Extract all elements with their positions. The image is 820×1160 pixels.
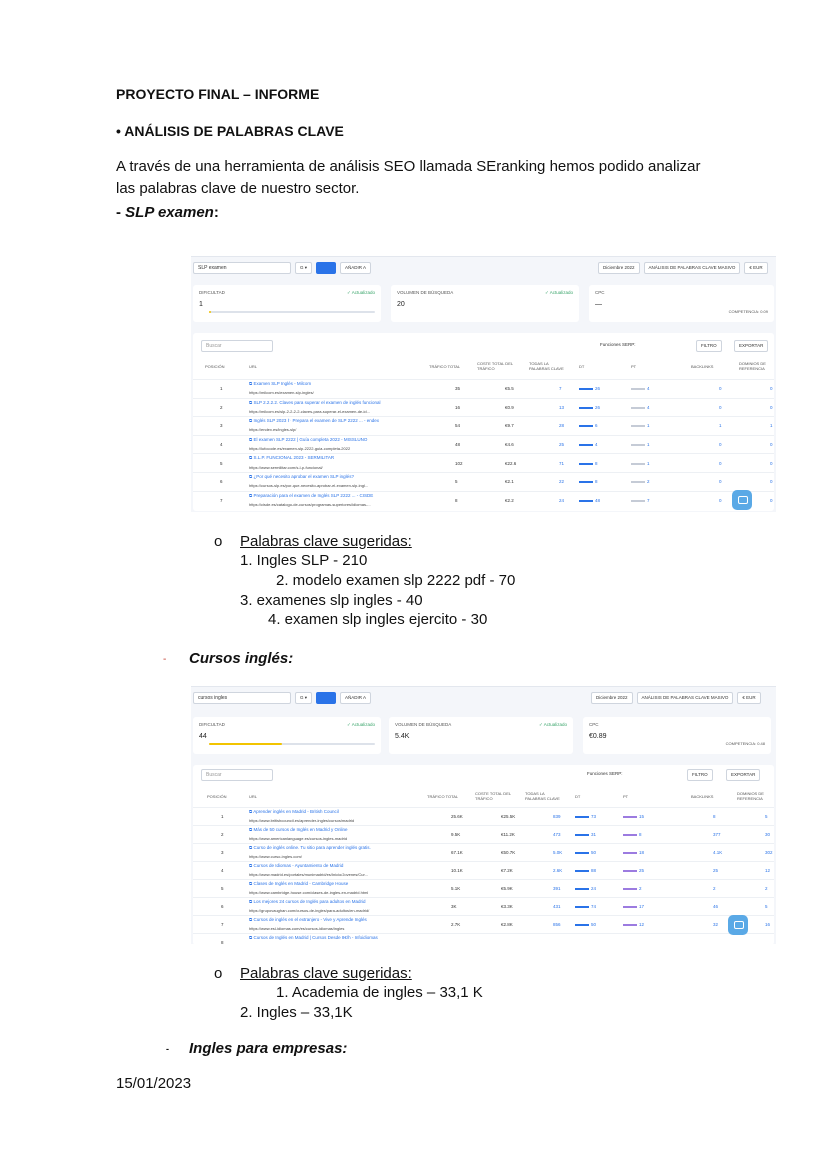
cell-traffic: 9.5K	[451, 832, 461, 837]
filter-button[interactable]: FILTRO	[696, 340, 722, 352]
cell-cost: €2.8K	[501, 922, 513, 927]
search-button-2[interactable]	[316, 692, 336, 704]
volume-value: 20	[397, 301, 405, 308]
cell-traffic: 10.1K	[451, 868, 463, 873]
cell-backlinks[interactable]: 46	[713, 904, 719, 909]
cell-keywords[interactable]: 25	[559, 442, 565, 448]
cell-dt: 26	[579, 386, 600, 391]
slp-heading: SLP examen	[125, 204, 214, 221]
section-heading: • ANÁLISIS DE PALABRAS CLAVE	[116, 123, 344, 139]
engine-select[interactable]: G ▾	[295, 262, 312, 274]
cell-position: 2	[220, 404, 223, 410]
cell-cost: €2.1	[505, 479, 514, 485]
slp-heading-line	[116, 203, 219, 223]
cell-keywords[interactable]: 856	[553, 922, 561, 927]
col-keywords[interactable]: TODAS LA PALABRAS CLAVE	[529, 361, 564, 371]
col-backlinks-2[interactable]: BACKLINKS	[691, 793, 714, 799]
cell-position: 1	[221, 814, 224, 819]
col-pt-2[interactable]: PT	[623, 793, 629, 799]
dt-bar	[575, 888, 589, 890]
dt-bar	[575, 924, 589, 926]
table-row	[193, 807, 774, 825]
cell-backlinks[interactable]: 2	[713, 886, 716, 891]
cell-ref-domains[interactable]: 1	[770, 423, 773, 429]
table-row	[193, 861, 774, 879]
col-traffic[interactable]: TRÁFICO TOTAL	[429, 363, 461, 369]
cell-backlinks[interactable]: 4.1K	[713, 850, 723, 855]
seranking-screenshot-cursos	[191, 686, 776, 944]
col-ref-domains[interactable]: DOMINIOS DE REFERENCIA	[739, 361, 766, 371]
cpc-value-2: €0.89	[589, 733, 607, 740]
bulk-analysis-button[interactable]: ANÁLISIS DE PALABRAS CLAVE MASIVO	[644, 262, 741, 274]
cell-traffic: 16	[455, 404, 461, 410]
dt-bar	[579, 500, 593, 502]
table-row	[193, 897, 774, 915]
difficulty-label-2: DIFICULTAD	[199, 722, 225, 727]
suggest1-item-2: 2. modelo examen slp 2222 pdf - 70	[276, 572, 516, 589]
footer-date: 15/01/2023	[116, 1075, 192, 1092]
cell-traffic: 35	[455, 386, 461, 392]
table-row	[193, 398, 774, 417]
cell-keywords[interactable]: 839	[553, 814, 561, 819]
cell-backlinks[interactable]: 0	[719, 460, 722, 466]
competition-value: COMPETENCIA: 0.09	[728, 309, 768, 314]
table-row	[193, 933, 774, 944]
pt-bar	[623, 924, 637, 926]
cell-cost: €25.5K	[501, 814, 516, 819]
keyword-input-2[interactable]: cursos ingles	[193, 692, 291, 704]
cell-position: 1	[220, 386, 223, 392]
pt-bar	[631, 481, 645, 483]
pt-bar	[623, 906, 637, 908]
cell-title-link[interactable]: ⧉ Aprender inglés en Madrid - British Council	[249, 809, 339, 814]
cell-backlinks[interactable]: 377	[713, 832, 721, 837]
volume-card	[391, 285, 579, 322]
volume-label: VOLUMEN DE BÚSQUEDA	[397, 290, 454, 295]
col-dt[interactable]: DT	[579, 363, 585, 369]
cell-dt: 31	[575, 832, 596, 837]
cell-ref-domains[interactable]: 0	[770, 479, 773, 485]
cell-dt: 50	[575, 922, 596, 927]
cell-traffic: 54	[455, 423, 461, 429]
slp-prefix: -	[116, 204, 126, 221]
dt-bar	[575, 906, 589, 908]
cell-ref-domains[interactable]: 0	[770, 404, 773, 410]
cell-title-link[interactable]: ⧉ Examen SLP Inglés - Milcom	[249, 381, 312, 386]
col-position[interactable]: POSICIÓN	[205, 363, 225, 369]
cell-backlinks[interactable]: 8	[713, 814, 716, 819]
dt-bar	[579, 481, 593, 483]
table-row	[193, 843, 774, 861]
intro-line-2: las palabras clave de nuestro sector.	[116, 180, 360, 197]
cell-ref-domains[interactable]: 12	[765, 868, 771, 873]
difficulty-card	[193, 285, 381, 322]
pt-bar	[623, 888, 637, 890]
cell-keywords[interactable]: 5.0K	[553, 850, 563, 855]
cell-url: https://www.esl-idiomas.com/es/cursos-idiomas/ingles	[249, 926, 345, 931]
cell-url: https://cursos-slp.es/por-que-necesito-aprobar-el-examen-slp-ingl...	[249, 483, 369, 489]
col-keywords-2[interactable]: TODAS LA PALABRAS CLAVE	[525, 791, 560, 801]
updated-status-4: ✓ Actualizado	[538, 722, 567, 727]
cell-cost: €3.3K	[501, 904, 513, 909]
slp-colon: :	[213, 204, 219, 221]
cell-keywords[interactable]: 391	[553, 886, 561, 891]
cell-cost: €22.6	[505, 460, 517, 466]
suggest1-heading: Palabras clave sugeridas:	[240, 533, 412, 550]
updated-status-2: ✓ Actualizado	[544, 290, 573, 295]
cell-position: 7	[221, 922, 224, 927]
difficulty-value: 1	[199, 301, 203, 308]
cell-traffic: 2.7K	[451, 922, 461, 927]
cell-cost: €5.5	[505, 386, 514, 392]
competition-value-2: COMPETENCIA: 0.48	[725, 741, 765, 746]
cell-traffic: 102	[455, 460, 463, 466]
cell-pt: 12	[623, 922, 644, 927]
currency-select[interactable]: € EUR	[744, 262, 767, 274]
cpc-label: CPC	[595, 290, 605, 295]
cell-pt: 4	[631, 386, 650, 391]
difficulty-bar	[209, 311, 375, 313]
pt-bar	[631, 444, 645, 446]
pt-bar	[623, 870, 637, 872]
cell-keywords[interactable]: 28	[559, 423, 565, 429]
cell-backlinks[interactable]: 0	[719, 386, 722, 392]
dt-bar	[575, 852, 589, 854]
cpc-label-2: CPC	[589, 722, 599, 727]
empresas-dash: -	[166, 1044, 169, 1054]
cell-cost: €0.9	[505, 404, 514, 410]
engine-label: G	[300, 265, 304, 270]
cell-ref-domains[interactable]: 0	[770, 442, 773, 448]
cpc-card-2	[583, 717, 771, 754]
pt-bar	[623, 852, 637, 854]
cell-pt: 2	[631, 479, 650, 484]
cell-dt: 48	[579, 498, 600, 503]
cell-position: 6	[220, 479, 223, 485]
add-to-button-2[interactable]: AÑADIR A	[340, 692, 371, 704]
col-position-2[interactable]: POSICIÓN	[207, 793, 227, 799]
cell-url: https://lufocode.es/examen-slp-2222-guia-completa-2022	[249, 446, 351, 452]
col-url-2[interactable]: URL	[249, 793, 258, 799]
add-to-button[interactable]: AÑADIR A	[340, 262, 371, 274]
cell-title-link[interactable]: ⧉ Cursos de Inglés en Madrid | Cursos Desde 8€/h - Infoidiomas	[249, 935, 378, 940]
keyword-input[interactable]: SLP examen	[193, 262, 291, 274]
cell-dt: 26	[579, 405, 600, 410]
cell-traffic: 5	[455, 479, 458, 485]
cell-dt: 8	[579, 479, 598, 484]
cell-url: https://grupovaughan.com/cursos-de-ingles/para-adultos/en-madrid/	[249, 908, 370, 913]
cell-backlinks[interactable]: 0	[719, 404, 722, 410]
pt-bar	[623, 834, 637, 836]
cell-dt: 88	[575, 868, 596, 873]
difficulty-card-2	[193, 717, 381, 754]
cell-url: https://www.madrid.es/portales/munimadrid/es/Inicio/Jovenes/Cur...	[249, 872, 368, 877]
cell-position: 3	[221, 850, 224, 855]
cell-title-link[interactable]: ⧉ Cursos de inglés en el extranjero - Vive y Aprende Inglés	[249, 917, 367, 922]
cell-position: 7	[220, 497, 223, 503]
cell-dt: 74	[575, 904, 596, 909]
cell-cost: €4.6	[505, 442, 514, 448]
cell-cost: €9.7	[505, 423, 514, 429]
cell-pt: 25	[623, 868, 644, 873]
suggest2-item-1: 1. Academia de ingles – 33,1 K	[276, 984, 483, 1001]
cell-keywords[interactable]: 22	[559, 479, 565, 485]
cursos-heading: Cursos inglés:	[189, 650, 294, 667]
cell-ref-domains[interactable]: 5	[765, 904, 768, 909]
cell-pt: 15	[623, 814, 644, 819]
dt-bar	[579, 463, 593, 465]
cell-ref-domains[interactable]: 16	[765, 922, 771, 927]
cell-cost: €2.2	[505, 497, 514, 503]
cell-title-link[interactable]: ⧉ Inglés SLP 2023 ▷ Prepara el examen de SLP 2222 ... - endex	[249, 418, 379, 424]
updated-status-3: ✓ Actualizado	[346, 722, 375, 727]
cell-url: https://endex.es/ingles-slp/	[249, 427, 297, 433]
cell-position: 5	[220, 460, 223, 466]
cell-backlinks[interactable]: 1	[719, 423, 722, 429]
cell-ref-domains[interactable]: 2	[765, 886, 768, 891]
cell-title-link[interactable]: ⧉ ¿Por qué necesito aprobar el examen SLP inglés?	[249, 474, 354, 479]
cell-url: https://www.britishcouncil.es/aprender-ingles/cursos/madrid	[249, 818, 355, 823]
table-header	[193, 357, 774, 379]
col-url[interactable]: URL	[249, 363, 258, 369]
month-select-2[interactable]: Diciembre 2022	[591, 692, 633, 704]
pt-bar	[631, 388, 645, 390]
dt-bar	[579, 388, 593, 390]
cell-pt: 18	[623, 850, 644, 855]
chat-icon[interactable]	[732, 490, 752, 510]
cell-url: https://milcom.es/examen-slp-ingles/	[249, 390, 314, 396]
results-table-2	[193, 765, 774, 944]
difficulty-bar-2	[209, 743, 375, 745]
cell-keywords[interactable]: 473	[553, 832, 561, 837]
cell-dt: 8	[579, 461, 598, 466]
cell-keywords[interactable]: 431	[553, 904, 561, 909]
cell-position: 8	[221, 940, 224, 944]
engine-select-2[interactable]: G ▾	[295, 692, 312, 704]
cell-url: https://www.sermilitar.com/s-l-p-funcional/	[249, 464, 323, 470]
suggest2-heading: Palabras clave sugeridas:	[240, 965, 412, 982]
cpc-card	[589, 285, 774, 322]
bulk-analysis-button-2[interactable]: ANÁLISIS DE PALABRAS CLAVE MASIVO	[637, 692, 734, 704]
cell-ref-domains[interactable]: 0	[770, 497, 773, 503]
col-backlinks[interactable]: BACKLINKS	[691, 363, 714, 369]
currency-select-2[interactable]: € EUR	[737, 692, 760, 704]
cell-title-link[interactable]: ⧉ Curso de inglés online. Tu sitio para aprender inglés gratis.	[249, 845, 371, 850]
cell-keywords[interactable]: 24	[559, 497, 565, 503]
cell-ref-domains[interactable]: 5	[765, 814, 768, 819]
filter-button-2[interactable]: FILTRO	[687, 769, 713, 781]
volume-label-2: VOLUMEN DE BÚSQUEDA	[395, 722, 452, 727]
pt-bar	[623, 816, 637, 818]
cell-keywords[interactable]: 71	[559, 460, 565, 466]
suggest2-item-2: 2. Ingles – 33,1K	[240, 1004, 353, 1021]
cell-traffic: 5.1K	[451, 886, 461, 891]
export-button[interactable]: EXPORTAR	[734, 340, 768, 352]
cell-position: 4	[221, 868, 224, 873]
table-search-input[interactable]: Buscar	[201, 340, 273, 352]
cell-keywords[interactable]: 2.6K	[553, 868, 563, 873]
pt-bar	[631, 500, 645, 502]
cell-position: 3	[220, 423, 223, 429]
cell-ref-domains[interactable]: 30	[765, 832, 771, 837]
chat-icon-2[interactable]	[728, 915, 748, 935]
dt-bar	[575, 870, 589, 872]
volume-value-2: 5.4K	[395, 733, 410, 740]
suggest1-item-4: 4. examen slp ingles ejercito - 30	[268, 611, 488, 628]
pt-bar	[631, 425, 645, 427]
cell-backlinks[interactable]: 0	[719, 479, 722, 485]
cell-pt: 2	[623, 886, 642, 891]
pt-bar	[631, 407, 645, 409]
suggest1-bullet: o	[214, 533, 223, 550]
cell-traffic: 25.6K	[451, 814, 463, 819]
table-header-2	[193, 787, 774, 809]
cell-position: 6	[221, 904, 224, 909]
cell-position: 2	[221, 832, 224, 837]
dt-bar	[575, 834, 589, 836]
cell-url: https://cisde.es/catalogo-de-cursos/programas-superiores/idiomas-...	[249, 501, 371, 507]
cell-ref-domains[interactable]: 302	[765, 850, 773, 855]
cell-title-link[interactable]: ⧉ Clases de Inglés en Madrid - Cambridge House	[249, 881, 349, 886]
dt-bar	[579, 444, 593, 446]
cell-title-link[interactable]: ⧉ Cursos de Idiomas - Ayuntamiento de Madrid	[249, 863, 344, 868]
table-row	[193, 879, 774, 897]
cell-pt: 4	[631, 405, 650, 410]
cell-traffic: 67.1K	[451, 850, 463, 855]
cell-pt: 1	[631, 442, 650, 447]
table-row	[193, 825, 774, 843]
dt-bar	[579, 425, 593, 427]
cell-url: https://www.cambridge-house.com/clases-de-ingles-en-madrid.html	[249, 890, 369, 895]
table-row	[193, 472, 774, 491]
cell-backlinks[interactable]: 0	[719, 497, 722, 503]
dt-bar	[575, 816, 589, 818]
cell-backlinks[interactable]: 32	[713, 922, 719, 927]
cell-keywords[interactable]: 7	[559, 386, 562, 392]
difficulty-value-2: 44	[199, 733, 207, 740]
cell-cost: €5.9K	[501, 886, 513, 891]
col-traffic-2[interactable]: TRÁFICO TOTAL	[427, 793, 459, 799]
cpc-value: —	[595, 301, 602, 308]
cell-url: https://www.curso-ingles.com/	[249, 854, 302, 859]
cell-title-link[interactable]: ⧉ El examen SLP 2222 | Guía completa 2022 - MISSLUNO	[249, 436, 368, 442]
cell-dt: 4	[579, 442, 598, 447]
cell-backlinks[interactable]: 25	[713, 868, 719, 873]
cell-dt: 73	[575, 814, 596, 819]
engine-label-2: G	[300, 695, 304, 700]
search-button[interactable]	[316, 262, 336, 274]
cell-dt: 50	[575, 850, 596, 855]
table-row	[193, 491, 774, 510]
pt-bar	[631, 463, 645, 465]
table-search-input-2[interactable]: Buscar	[201, 769, 273, 781]
cell-pt: 1	[631, 423, 650, 428]
cell-pt: 8	[623, 832, 642, 837]
cell-position: 5	[221, 886, 224, 891]
cell-traffic: 48	[455, 442, 461, 448]
table-row	[193, 435, 774, 454]
seranking-screenshot-slp	[191, 256, 776, 512]
cell-ref-domains[interactable]: 0	[770, 460, 773, 466]
cell-pt: 17	[623, 904, 644, 909]
cell-pt: 7	[631, 498, 650, 503]
cell-keywords[interactable]: 13	[559, 404, 565, 410]
cell-url: https://www.americanlanguage.es/cursos-ingles-madrid	[249, 836, 348, 841]
cell-ref-domains[interactable]: 0	[770, 386, 773, 392]
report-title: PROYECTO FINAL – INFORME	[116, 86, 320, 102]
month-select[interactable]: Diciembre 2022	[598, 262, 640, 274]
difficulty-label: DIFICULTAD	[199, 290, 225, 295]
cell-title-link[interactable]: ⧉ Más de 50 cursos de Inglés en Madrid y Online	[249, 827, 348, 832]
cell-cost: €11.2K	[501, 832, 515, 837]
col-cost[interactable]: COSTE TOTAL DEL TRÁFICO	[477, 361, 513, 371]
suggest1-item-3: 3. examenes slp ingles - 40	[240, 592, 423, 609]
table-row	[193, 453, 774, 472]
cell-backlinks[interactable]: 0	[719, 442, 722, 448]
col-pt[interactable]: PT	[631, 363, 637, 369]
cell-title-link[interactable]: ⧉ SLP 2.2.2.2. Claves para superar el examen de inglés funcional	[249, 399, 381, 405]
cell-title-link[interactable]: ⧉ S.L.P. FUNCIONAL 2023 - SERMILITAR	[249, 455, 335, 461]
suggest1-item-1: 1. Ingles SLP - 210	[240, 552, 368, 569]
updated-status: ✓ Actualizado	[346, 290, 375, 295]
cell-traffic: 8	[455, 497, 458, 503]
cell-title-link[interactable]: ⧉ Preparación para el examen de Inglés SLP 2222 ... - CISDE	[249, 492, 374, 498]
col-cost-2[interactable]: COSTE TOTAL DEL TRÁFICO	[475, 791, 511, 801]
cell-url: https://milcom.es/slp-2-2-2-2-claves-para-superar-el-examen-de-id...	[249, 408, 370, 414]
cell-position: 4	[220, 442, 223, 448]
serp-features-label: Funciones SERP:	[600, 342, 636, 347]
cell-dt: 24	[575, 886, 596, 891]
table-row	[193, 379, 774, 398]
cell-cost: €50.7K	[501, 850, 516, 855]
cell-traffic: 3K	[451, 904, 457, 909]
col-dt-2[interactable]: DT	[575, 793, 581, 799]
cell-dt: 6	[579, 423, 598, 428]
volume-card-2	[389, 717, 573, 754]
export-button-2[interactable]: EXPORTAR	[726, 769, 760, 781]
suggest2-bullet: o	[214, 965, 223, 982]
col-ref-domains-2[interactable]: DOMINIOS DE REFERENCIA	[737, 791, 764, 801]
cell-title-link[interactable]: ⧉ Los mejores 24 cursos de Inglés para adultos en Madrid	[249, 899, 366, 904]
table-row	[193, 915, 774, 933]
results-table	[193, 333, 774, 511]
intro-line-1: A través de una herramienta de análisis SEO llamada SEranking hemos podido analizar	[116, 158, 701, 175]
serp-features-label-2: Funciones SERP:	[587, 771, 623, 776]
cell-cost: €7.2K	[501, 868, 513, 873]
table-row	[193, 416, 774, 435]
dt-bar	[579, 407, 593, 409]
empresas-heading: Ingles para empresas:	[189, 1040, 348, 1057]
cursos-dash: -	[163, 654, 167, 665]
cell-pt: 1	[631, 461, 650, 466]
